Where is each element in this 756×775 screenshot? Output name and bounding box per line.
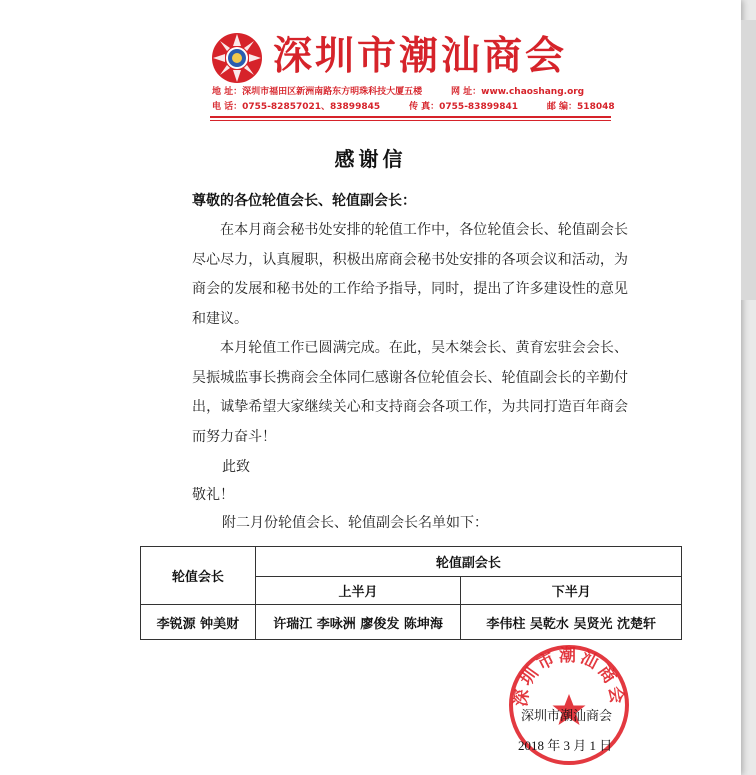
header-second-half: 下半月 [461, 577, 682, 605]
chamber-logo-icon [211, 32, 263, 84]
first-half-names: 许瑞江 李咏洲 廖俊发 陈坤海 [255, 605, 461, 640]
chair-names: 李锐源 钟美财 [141, 605, 256, 640]
phone-text: 电 话：0755-82857021、83899845 [212, 102, 381, 112]
signature-date: 2018 年 3 月 1 日 [518, 738, 613, 753]
signature-org: 深圳市潮汕商会 [521, 709, 613, 724]
paragraph-2: 本月轮值工作已圆满完成。在此，吴木桀会长、黄育宏驻会会长、吴振城监事长携商会全体同仁感谢各位轮值会长、轮值副会长的辛勤付出，诚挚希望大家继续关心和支持商会各项工作，为共同打造百年商会而努力奋斗！ [192, 340, 628, 445]
contact-line [212, 101, 615, 113]
header-chair: 轮值会长 [141, 547, 256, 605]
letter-title: 感谢信 [334, 147, 407, 171]
second-half-names: 李伟柱 吴乾水 吴贤光 沈楚轩 [461, 605, 682, 640]
closing-jingli: 敬礼！ [192, 487, 234, 503]
svg-text:深圳市潮汕商会: 深圳市潮汕商会 [511, 645, 627, 708]
salutation: 尊敬的各位轮值会长、轮值副会长： [192, 193, 416, 209]
rotation-roster-table [140, 546, 682, 640]
postcode-text: 邮 编：518048 [546, 102, 615, 112]
paragraph-1: 在本月商会秘书处安排的轮值工作中，各位轮值会长、轮值副会长尽心尽力，认真履职，积极出席商会秘书处安排的各项会议和活动，为商会的发展和秘书处的工作给予指导，同时，提出了许多建设性的意见和建议。 [192, 222, 628, 327]
background-edge [741, 20, 756, 300]
header-first-half: 上半月 [255, 577, 461, 605]
website-text: 网 址：www.chaoshang.org [451, 87, 585, 97]
attachment-intro: 附二月份轮值会长、轮值副会长名单如下： [222, 515, 488, 531]
header-vice: 轮值副会长 [255, 547, 681, 577]
fax-text: 传 真：0755-83899841 [409, 102, 519, 112]
address-text: 地 址：深圳市福田区新洲南路东方明珠科技大厦五楼 [212, 87, 423, 97]
org-name: 深圳市潮汕商会 [273, 34, 568, 79]
letterhead-divider-thin [210, 120, 611, 121]
closing-cizhi: 此致 [222, 459, 250, 475]
address-line [212, 86, 584, 98]
letterhead-divider [210, 116, 611, 118]
